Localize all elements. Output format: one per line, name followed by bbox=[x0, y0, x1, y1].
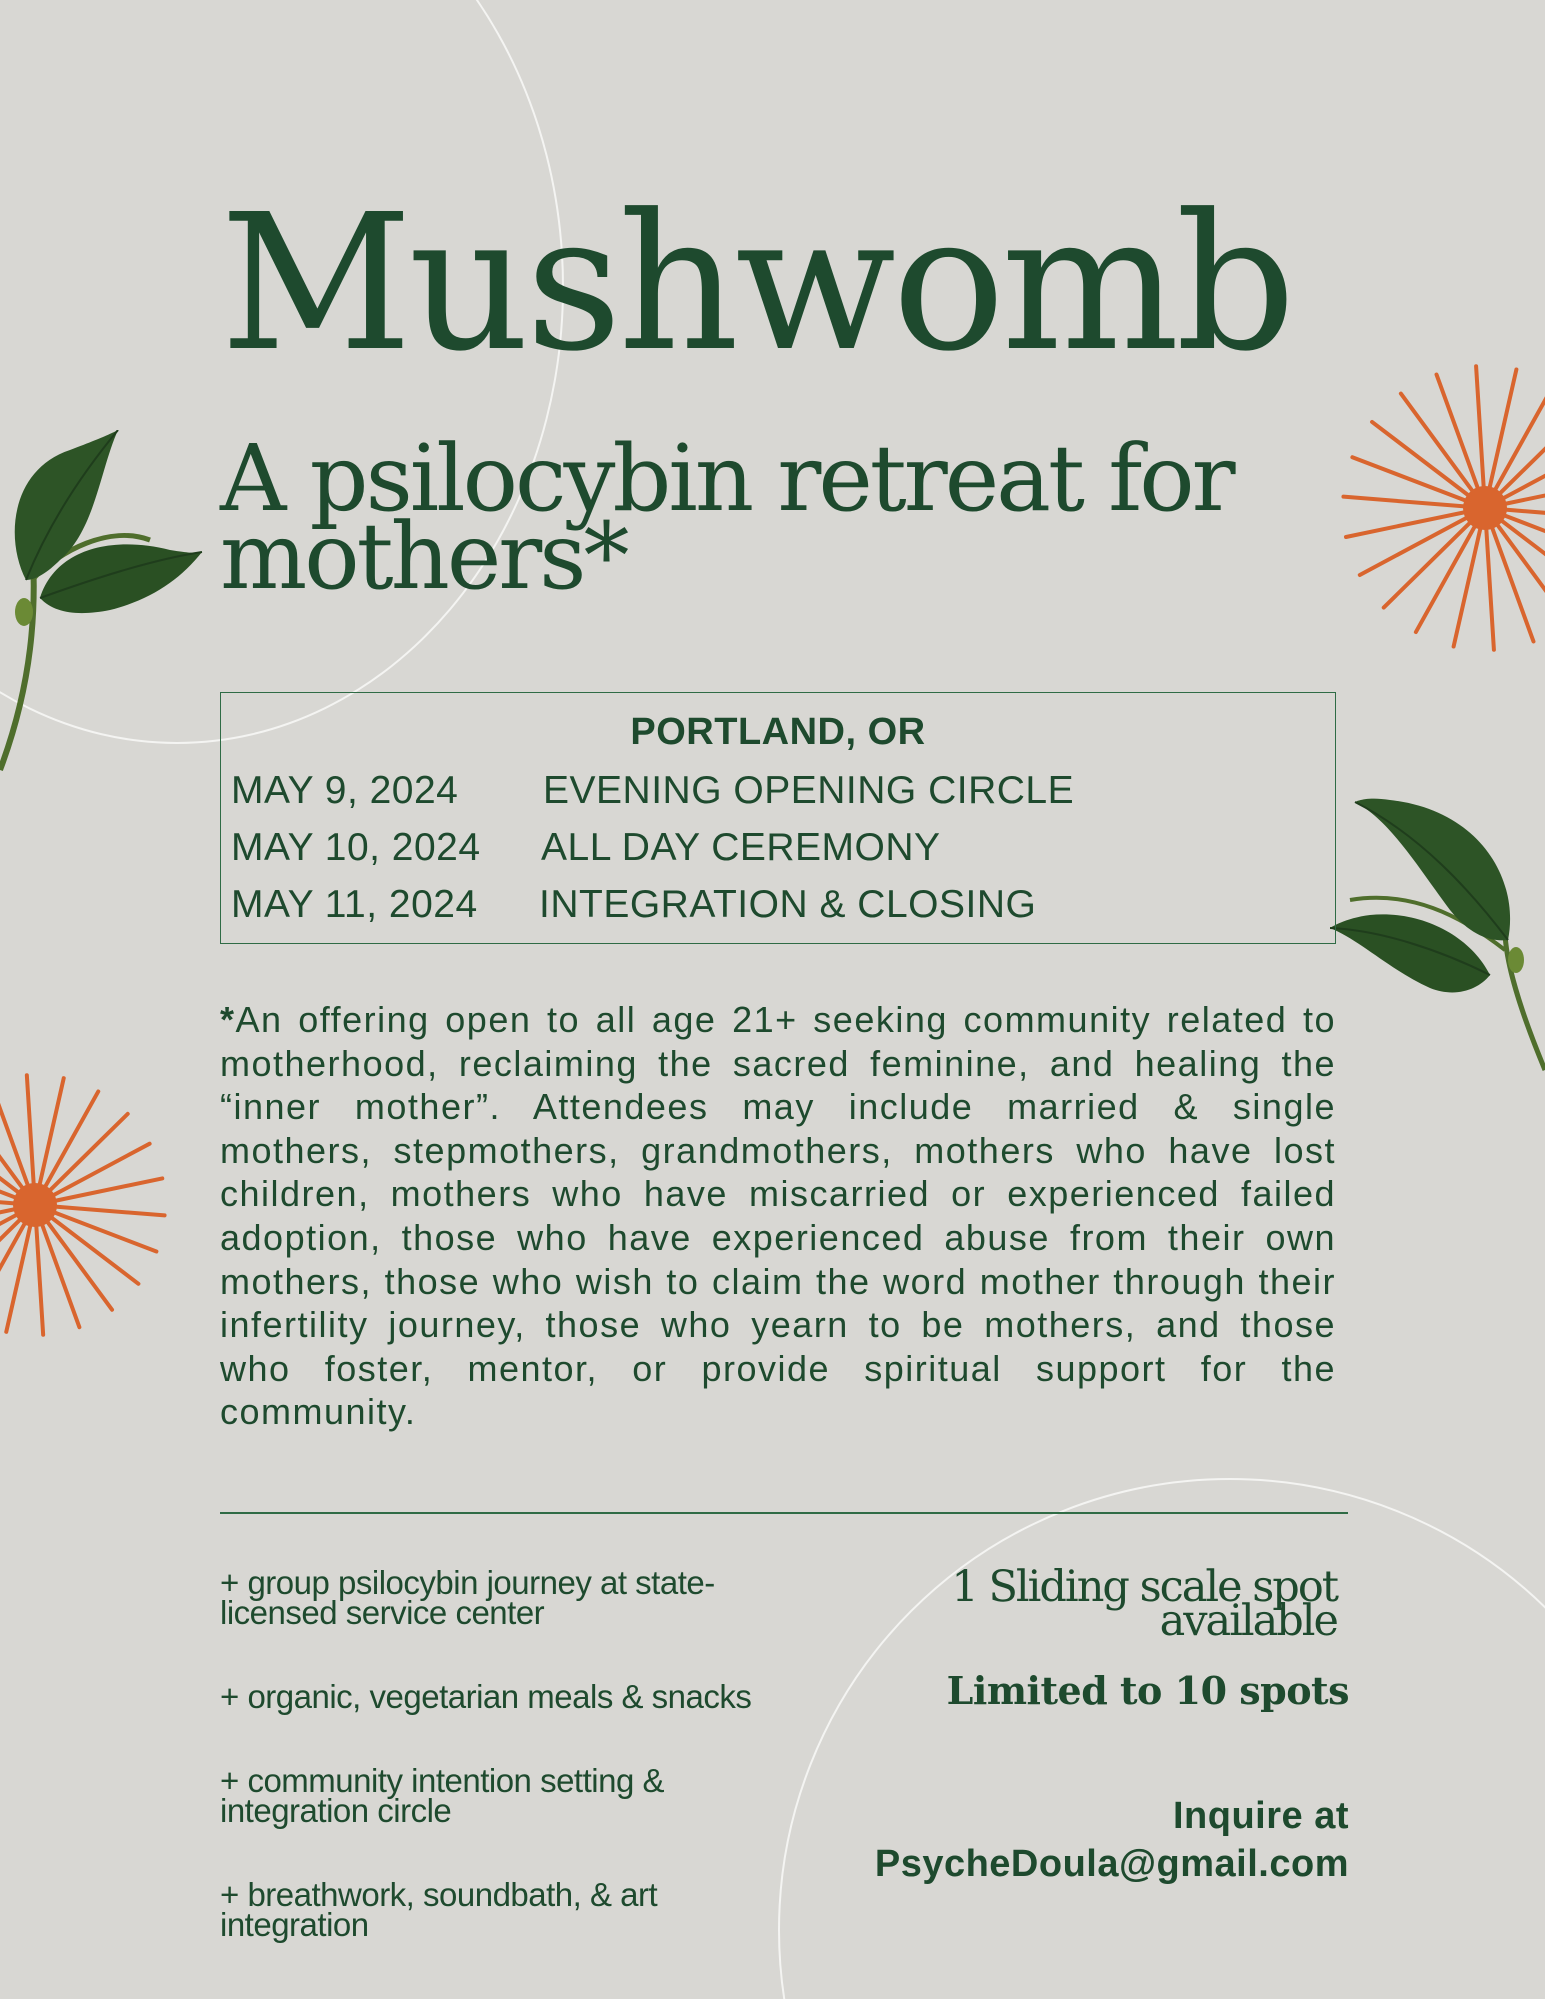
schedule-event: INTEGRATION & CLOSING bbox=[539, 883, 1037, 926]
schedule-date: MAY 11, 2024 bbox=[231, 883, 478, 926]
sliding-scale-note: 1 Sliding scale spot available bbox=[951, 1562, 1337, 1646]
perk-item: + organic, vegetarian meals & snacks bbox=[220, 1678, 752, 1715]
perk-item: + group psilocybin journey at state-licensed service center bbox=[220, 1564, 715, 1631]
inquire-label: Inquire at bbox=[1172, 1795, 1349, 1837]
starburst-icon bbox=[0, 1070, 180, 1340]
schedule-date: MAY 10, 2024 bbox=[231, 826, 481, 869]
perk-item: + community intention setting & integration circle bbox=[220, 1762, 664, 1829]
contact-block bbox=[729, 1792, 1349, 1888]
event-location: PORTLAND, OR bbox=[630, 711, 926, 753]
leaf-sprig-icon bbox=[0, 430, 210, 780]
note-text: An offering open to all age 21+ seeking community related to motherhood, reclaiming the sacred feminine, and healing the “inner mother”. Attendees may include married & single mothers, stepmothers, grandmothers, mothers who have lost children, mothers who have miscarried or experienced failed adoption, those who have experienced abuse from their own mothers, those who wish to claim the word mother through their infertility journey, those who yearn to be mothers, and those who foster, mentor, or provide spiritual support for the community. bbox=[220, 999, 1336, 1433]
eligibility-note bbox=[220, 998, 1336, 1434]
leaf-sprig-icon bbox=[1330, 790, 1545, 1080]
poster-title: Mushwomb bbox=[220, 174, 1292, 393]
divider bbox=[220, 1512, 1348, 1514]
event-details-box bbox=[220, 692, 1336, 944]
schedule-event: ALL DAY CEREMONY bbox=[541, 826, 941, 869]
perks-list bbox=[220, 1564, 780, 1994]
note-asterisk: * bbox=[220, 999, 236, 1040]
schedule-date: MAY 9, 2024 bbox=[231, 769, 459, 812]
perk-item: + breathwork, soundbath, & art integration bbox=[220, 1876, 658, 1943]
starburst-icon bbox=[1330, 360, 1545, 660]
ring-bottom-right bbox=[778, 1478, 1545, 1999]
limited-spots: Limited to 10 spots bbox=[946, 1668, 1349, 1713]
contact-email[interactable]: PsycheDoula@gmail.com bbox=[874, 1843, 1349, 1885]
schedule-event: EVENING OPENING CIRCLE bbox=[543, 769, 1075, 812]
poster-subtitle: A psilocybin retreat for mothers* bbox=[220, 425, 1233, 610]
